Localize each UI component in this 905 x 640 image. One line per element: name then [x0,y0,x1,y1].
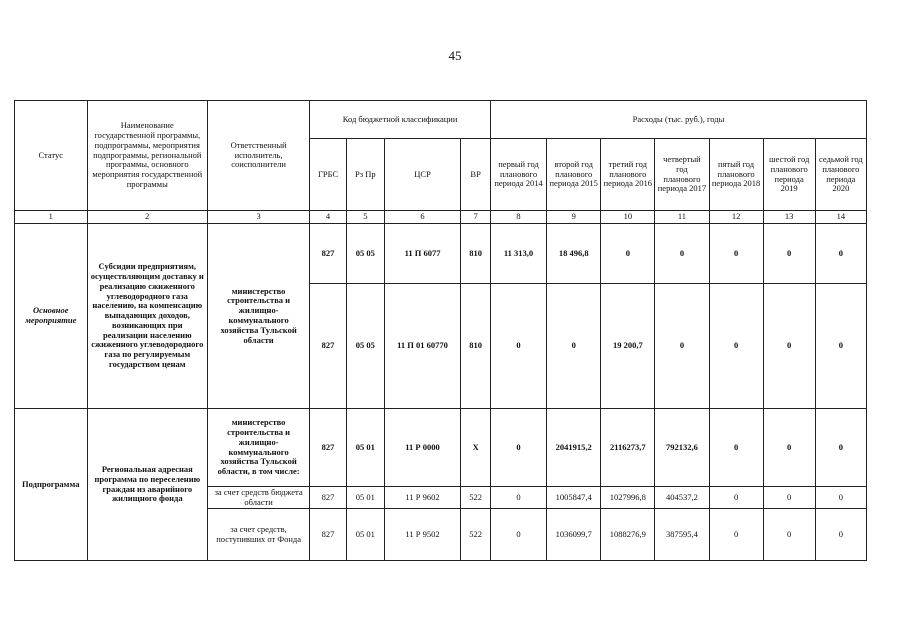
column-number: 13 [763,211,815,224]
cell-2018: 0 [709,409,763,487]
section2-status: Подпрограмма [15,409,88,561]
cell-vr: 522 [461,509,491,561]
header-grbs: ГРБС [310,139,347,211]
header-executor: Ответственный исполнитель, соисполнители [208,101,310,211]
section2-executor: министерство строительства и жилищно-коммунального хозяйства Тульской области, в том числе: [208,409,310,487]
cell-2019: 0 [763,224,815,284]
column-number: 1 [15,211,88,224]
section2-name: Региональная адресная программа по переселению граждан из аварийного жилищного фонда [87,409,208,561]
cell-csr: 11 П 6077 [384,224,461,284]
cell-csr: 11 Р 9502 [384,509,461,561]
column-number: 7 [461,211,491,224]
table-row [15,409,867,487]
header-year-2017: четвертый год планового периода 2017 [655,139,709,211]
cell-2016: 0 [601,224,655,284]
cell-2014: 0 [490,509,546,561]
cell-csr: 11 П 01 60770 [384,284,461,409]
cell-vr: 522 [461,487,491,509]
cell-2020: 0 [815,224,866,284]
cell-2015: 1005847,4 [547,487,601,509]
cell-2015: 2041915,2 [547,409,601,487]
cell-csr: 11 Р 0000 [384,409,461,487]
cell-2014: 0 [490,409,546,487]
cell-grbs: 827 [310,284,347,409]
cell-2017: 404537,2 [655,487,709,509]
cell-2017: 0 [655,284,709,409]
cell-rzpr: 05 05 [346,224,384,284]
column-number: 3 [208,211,310,224]
column-number-row [15,211,867,224]
cell-2015: 1036099,7 [547,509,601,561]
header-year-2020: седьмой год планового периода 2020 [815,139,866,211]
cell-2019: 0 [763,487,815,509]
page-number: 45 [448,48,462,63]
cell-2015: 18 496,8 [547,224,601,284]
section1-name: Субсидии предприятиям, осуществляющим доставку и реализацию сжиженного углеводородного газа населению, на компенсацию выпадающих доходов, возникающих при реализации населению сжиженного углеводородного газа по регулируемым государством ценам [87,224,208,409]
header-rzpr: Рз Пр [346,139,384,211]
header-year-2019: шестой год планового периода 2019 [763,139,815,211]
cell-2016: 1027996,8 [601,487,655,509]
cell-rzpr: 05 01 [346,487,384,509]
cell-rzpr: 05 05 [346,284,384,409]
cell-2019: 0 [763,284,815,409]
cell-csr: 11 Р 9602 [384,487,461,509]
header-vr: ВР [461,139,491,211]
column-number: 10 [601,211,655,224]
section1-status: Основное мероприятие [15,224,88,409]
header-row-1 [15,101,867,139]
table-row [15,224,867,284]
column-number: 4 [310,211,347,224]
cell-rzpr: 05 01 [346,409,384,487]
cell-2020: 0 [815,284,866,409]
cell-2020: 0 [815,487,866,509]
cell-2017: 0 [655,224,709,284]
column-number: 8 [490,211,546,224]
header-year-2014: первый год планового периода 2014 [490,139,546,211]
budget-table [14,100,867,561]
header-year-2015: второй год планового периода 2015 [547,139,601,211]
funding-source: за счет средств, поступивших от Фонда [208,509,310,561]
cell-2016: 1088276,9 [601,509,655,561]
column-number: 12 [709,211,763,224]
funding-source: за счет средств бюджета области [208,487,310,509]
column-number: 14 [815,211,866,224]
cell-2020: 0 [815,409,866,487]
header-expenses: Расходы (тыс. руб.), годы [490,101,866,139]
cell-2016: 19 200,7 [601,284,655,409]
cell-2018: 0 [709,487,763,509]
column-number: 2 [87,211,208,224]
header-budget-code: Код бюджетной классификации [310,101,491,139]
cell-grbs: 827 [310,409,347,487]
cell-grbs: 827 [310,487,347,509]
cell-2015: 0 [547,284,601,409]
cell-2018: 0 [709,284,763,409]
column-number: 11 [655,211,709,224]
column-number: 6 [384,211,461,224]
section1-executor: министерство строительства и жилищно-коммунального хозяйства Тульской области [208,224,310,409]
cell-2014: 0 [490,284,546,409]
cell-2014: 0 [490,487,546,509]
cell-vr: 810 [461,284,491,409]
header-year-2016: третий год планового периода 2016 [601,139,655,211]
cell-2019: 0 [763,409,815,487]
cell-vr: Х [461,409,491,487]
header-year-2018: пятый год планового периода 2018 [709,139,763,211]
cell-2017: 792132,6 [655,409,709,487]
cell-rzpr: 05 01 [346,509,384,561]
cell-2018: 0 [709,224,763,284]
cell-vr: 810 [461,224,491,284]
cell-2020: 0 [815,509,866,561]
cell-2014: 11 313,0 [490,224,546,284]
column-number: 9 [547,211,601,224]
cell-2016: 2116273,7 [601,409,655,487]
cell-grbs: 827 [310,224,347,284]
cell-2017: 387595,4 [655,509,709,561]
cell-2018: 0 [709,509,763,561]
header-status: Статус [15,101,88,211]
cell-grbs: 827 [310,509,347,561]
header-csr: ЦСР [384,139,461,211]
column-number: 5 [346,211,384,224]
cell-2019: 0 [763,509,815,561]
header-name: Наименование государственной программы, подпрограммы, мероприятия подпрограммы, региональной программы, основного мероприятия государственной программы [87,101,208,211]
